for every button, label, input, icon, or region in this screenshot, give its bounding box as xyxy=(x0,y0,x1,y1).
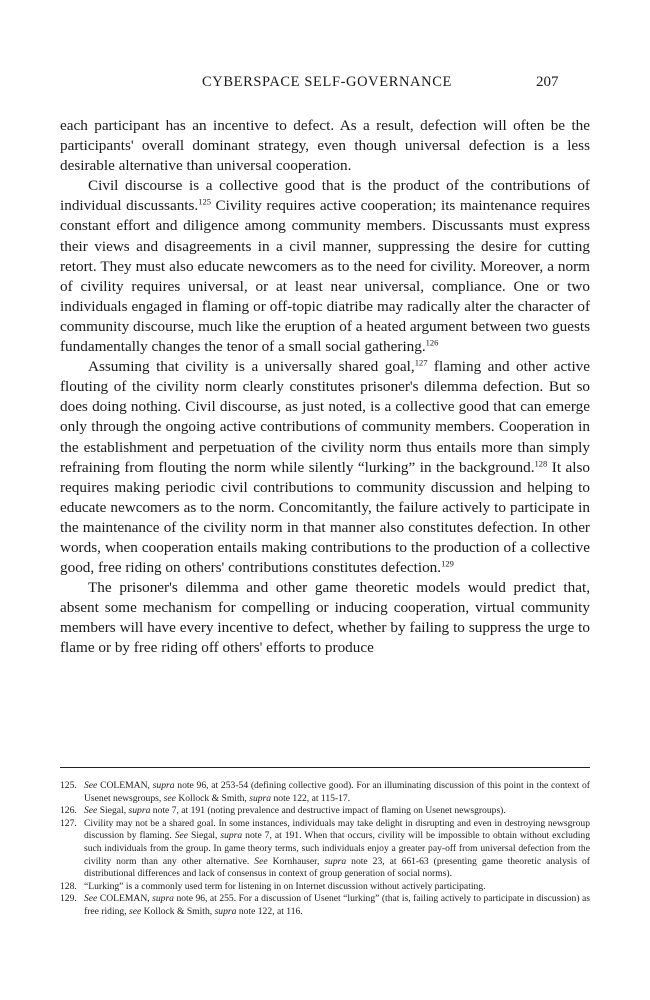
paragraph-1 xyxy=(60,116,590,176)
footnote-number: 129. xyxy=(60,893,77,905)
footnote-text: Siegal, xyxy=(188,830,221,842)
paragraph-2 xyxy=(60,176,590,357)
footnote-127 xyxy=(60,818,590,881)
supra-word: supra xyxy=(128,805,151,817)
running-head: CYBERSPACE SELF-GOVERNANCE xyxy=(202,74,452,90)
footnote-number: 127. xyxy=(60,817,77,829)
body-text xyxy=(60,116,590,659)
footnote-text: note 96, at 253-54 (defining collective good). For an illuminating discussion of this point in the context of Usenet newsgroups, xyxy=(84,780,590,804)
footnote-text: Kornhauser, xyxy=(267,855,325,867)
footnote-number: 128. xyxy=(60,880,77,892)
footnotes xyxy=(60,780,590,919)
footnote-text: “Lurking” is a commonly used term for listening in on Internet discussion without actively participating. xyxy=(84,880,486,892)
footnote-ref-127: 127 xyxy=(414,357,428,368)
paragraph-text: It also requires making periodic civil contributions to community discussion and helping to educate newcomers as to the norm. Concomitantly, the failure actively to participate in the maintenance of the civility norm in that manner also constitutes defection. In other words, when cooperation entails making contributions to the production of a collective good, free riding on others' contributions constitutes defection. xyxy=(60,458,590,577)
signal-word: see xyxy=(163,792,176,804)
supra-word: supra xyxy=(249,792,272,804)
footnote-text: note 7, at 191. When that occurs, civility will be impossible to obtain without excluding such individuals from the group. In game theory terms, such individuals enjoy a greater pay-off from universal defection from the civility norm than any other alternative. xyxy=(84,830,590,867)
footnote-ref-126: 126 xyxy=(425,337,439,348)
page-number: 207 xyxy=(536,74,559,90)
paragraph-text: Civil discourse is a collective good that is the product of the contributions of individual discussants. xyxy=(60,177,590,215)
footnote-text: Kollock & Smith, xyxy=(175,792,250,804)
footnote-text: note 122, at 116. xyxy=(236,905,303,917)
footnote-text: Kollock & Smith, xyxy=(141,905,215,917)
footnote-number: 125. xyxy=(60,780,77,791)
supra-word: supra xyxy=(220,830,243,842)
footnote-ref-128: 128 xyxy=(534,458,548,469)
footnote-number: 126. xyxy=(60,805,77,817)
supra-word: supra xyxy=(152,780,175,791)
signal-word: See xyxy=(174,830,189,842)
paragraph-3 xyxy=(60,357,590,578)
paragraph-4 xyxy=(60,578,590,658)
supra-word: supra xyxy=(214,905,237,917)
supra-word: supra xyxy=(324,855,347,867)
footnote-author: COLEMAN xyxy=(99,893,148,905)
signal-word: see xyxy=(129,905,142,917)
paragraph-text: The prisoner's dilemma and other game theoretic models would predict that, absent some mechanism for compelling or inducing cooperation, virtual community members will have every incentive to defect, whether by failing to suppress the urge to flame or by free riding off others' efforts to produce xyxy=(60,579,590,657)
footnote-text: note 96, at 255. For a discussion of Usenet “lurking” (that is, failing actively to participate in discussion) as free riding, xyxy=(84,893,591,917)
paragraph-text: Assuming that civility is a universally shared goal, xyxy=(88,358,415,376)
signal-word: See xyxy=(84,780,98,791)
footnote-ref-125: 125 xyxy=(198,196,211,207)
paragraph-text: flaming and other active flouting of the civility norm clearly constitutes prisoner's dilemma defection. But so does doing nothing. Civil discourse, as just noted, is a collective good that can emerge only through the ongoing active contributions of community members. Cooperation in the establishment and perpetuation of the civility norm thus entails more than simply refraining from flouting the norm while silently “lurking” in the background. xyxy=(60,358,590,476)
paragraph-text: Civility requires active cooperation; its maintenance requires constant effort and diligence among community members. Discussants must express their views and disagreements in a civil manner, suppressing the desire for cutting retort. They must also educate newcomers as to the need for civility. Moreover, a norm of civility requires universal, or at least near universal, compliance. One or two individuals engaged in flaming or off-topic diatribe may radically alter the character of community discourse, much like the eruption of a heated argument between two guests fundamentally changes the tenor of a small social gathering. xyxy=(60,197,590,356)
signal-word: See xyxy=(84,893,98,905)
footnote-text: note 23, at 661-63 (presenting game theoretic analysis of distributional differences and lack of consensus in context of group generation of social norms). xyxy=(84,855,590,880)
footnote-author: COLEMAN xyxy=(100,780,148,791)
signal-word: See xyxy=(84,805,98,817)
footnote-ref-129: 129 xyxy=(441,558,454,569)
footnote-text: note 7, at 191 (noting prevalence and destructive impact of flaming on Usenet newsgroups). xyxy=(150,805,506,817)
footnote-125: 125. See COLEMAN, supra note 96, at 253-54 (defining collective good). For an illuminating discussion of this point in the context of Usenet newsgroups, see Kollock & Smith, supra note 122, at 115-17. xyxy=(60,780,590,804)
footnote-text: note 122, at 115-17. xyxy=(271,792,351,804)
footnote-129: 129. See COLEMAN, supra note 96, at 255. For a discussion of Usenet “lurking” (that is, failing actively to participate in discussion) as free riding, see Kollock & Smith, supra note 122, at 116. xyxy=(60,893,591,917)
paragraph-text: each participant has an incentive to defect. As a result, defection will often be the participants' overall dominant strategy, even though universal defection is a less desirable alternative than universal cooperation. xyxy=(60,117,590,175)
footnote-text: Siegal, xyxy=(97,805,129,817)
footnote-126 xyxy=(60,805,590,818)
footnote-128 xyxy=(60,881,590,894)
signal-word: See xyxy=(254,855,268,867)
page-header xyxy=(0,74,650,94)
footnote-text: Civility may not be a shared goal. In some instances, individuals may take delight in disrupting and even in destroying newsgroup discussion by flaming. xyxy=(84,817,590,842)
supra-word: supra xyxy=(152,893,174,905)
footnote-divider xyxy=(60,767,590,768)
